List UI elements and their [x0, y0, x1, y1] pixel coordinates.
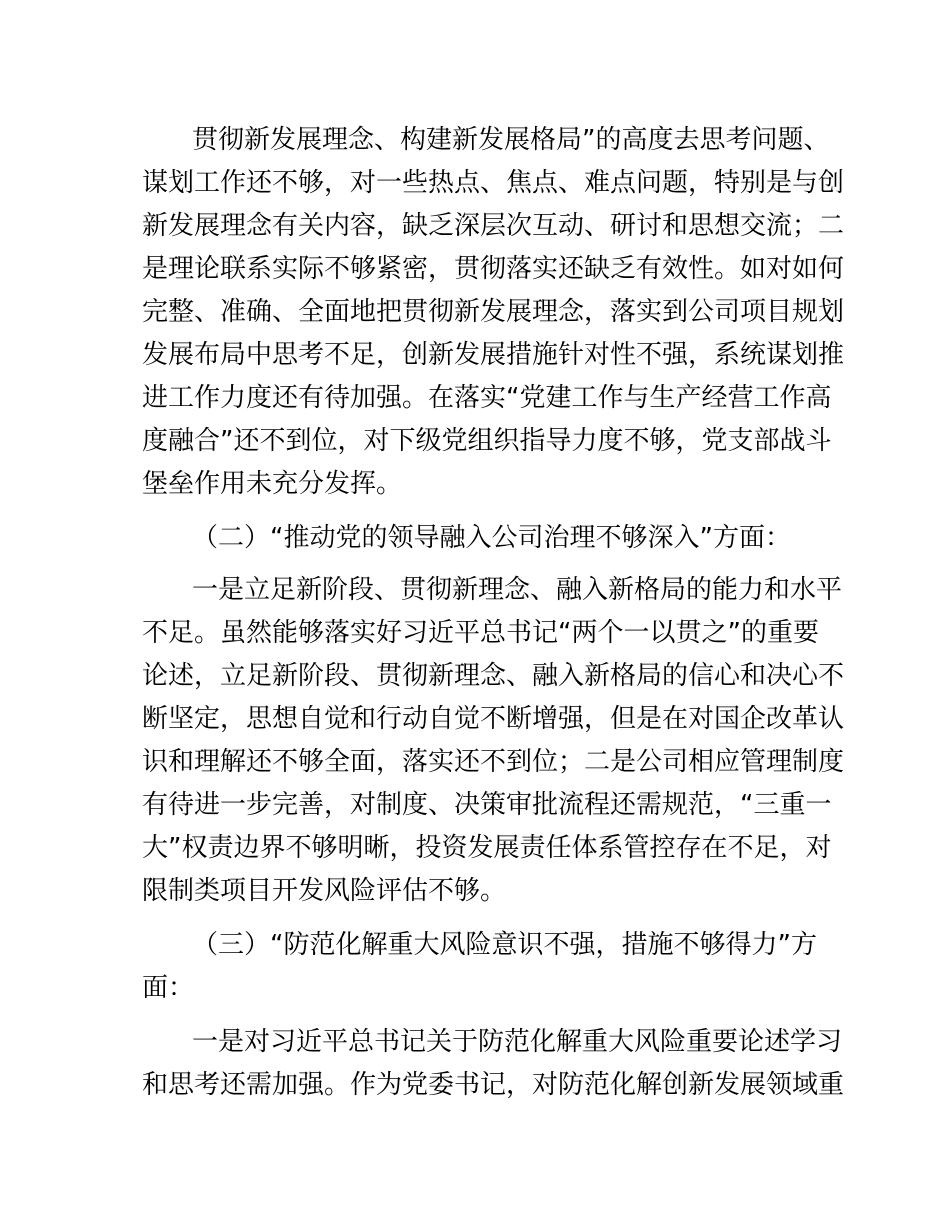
paragraph-1-line-3: 新发展理念有关内容，缺乏深层次互动、研讨和思想交流；二	[142, 211, 845, 241]
paragraph-1-line-1: 贯彻新发展理念、构建新发展格局”的高度去思考问题、	[192, 125, 830, 155]
paragraph-1-line-9: 堡垒作用未充分发挥。	[142, 469, 403, 499]
paragraph-3-line-8: 限制类项目开发风险评估不够。	[142, 876, 507, 906]
paragraph-3-line-7: 大”权责边界不够明晰，投资发展责任体系管控存在不足，对	[142, 833, 832, 863]
paragraph-1-line-4: 是理论联系实际不够紧密，贯彻落实还缺乏有效性。如对如何	[142, 254, 845, 284]
paragraph-3-line-2: 不足。虽然能够落实好习近平总书记“两个一以贯之”的重要	[142, 618, 819, 648]
paragraph-5-line-2: 和思考还需加强。作为党委书记，对防范化解创新发展领域重	[142, 1070, 845, 1100]
section-heading-2: （二）“推动党的领导融入公司治理不够深入”方面：	[192, 523, 791, 553]
section-heading-3-line-2: 面：	[142, 973, 195, 1003]
paragraph-5-line-1: 一是对习近平总书记关于防范化解重大风险重要论述学习	[192, 1027, 843, 1057]
paragraph-3-line-3: 论述，立足新阶段、贯彻新理念、融入新格局的信心和决心不	[142, 661, 845, 691]
paragraph-1-line-6: 发展布局中思考不足，创新发展措施针对性不强，系统谋划推	[142, 340, 845, 370]
paragraph-3-line-4: 断坚定，思想自觉和行动自觉不断增强，但是在对国企改革认	[142, 704, 845, 734]
paragraph-1-line-2: 谋划工作还不够，对一些热点、焦点、难点问题，特别是与创	[142, 168, 845, 198]
section-heading-3-line-1: （三）“防范化解重大风险意识不强，措施不够得力”方	[192, 930, 817, 960]
paragraph-1-line-7: 进工作力度还有待加强。在落实“党建工作与生产经营工作高	[142, 383, 832, 413]
paragraph-3-line-5: 识和理解还不够全面，落实还不到位；二是公司相应管理制度	[142, 747, 845, 777]
paragraph-3-line-6: 有待进一步完善，对制度、决策审批流程还需规范，“三重一	[142, 790, 832, 820]
paragraph-1-line-8: 度融合”还不到位，对下级党组织指导力度不够，党支部战斗	[142, 426, 832, 456]
paragraph-1-line-5: 完整、准确、全面地把贯彻新发展理念，落实到公司项目规划	[142, 297, 845, 327]
paragraph-3-line-1: 一是立足新阶段、贯彻新理念、融入新格局的能力和水平	[192, 575, 843, 605]
